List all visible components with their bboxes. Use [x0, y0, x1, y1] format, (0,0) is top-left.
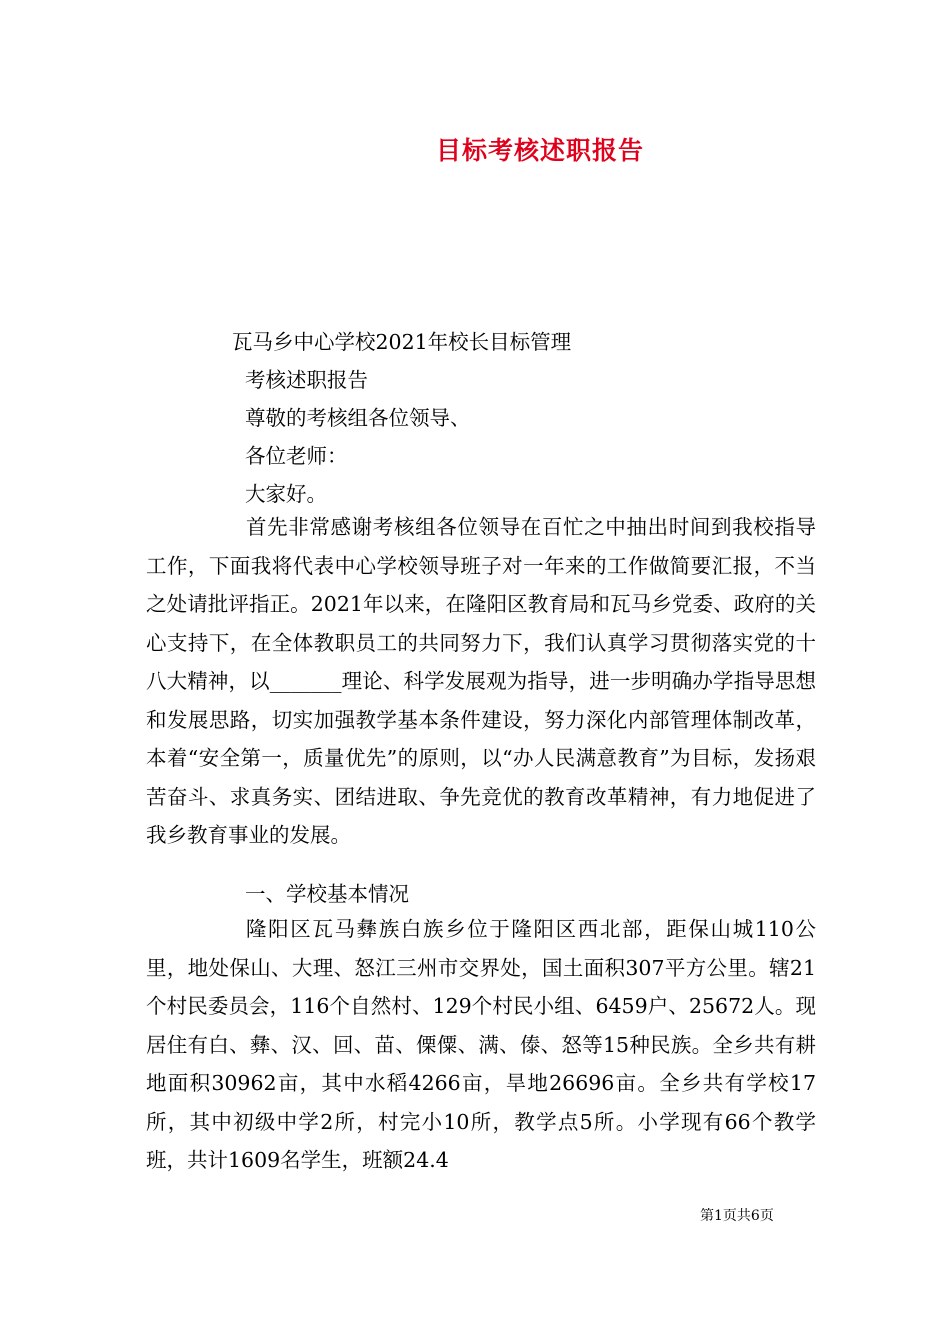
body-paragraph-intro: 首先非常感谢考核组各位领导在百忙之中抽出时间到我校指导工作，下面我将代表中心学校领导班子对一年来的工作做简要汇报，不当之处请批评指正。2021年以来，在隆阳区教育局和瓦马乡党委、政府的关心支持下，在全体教职员工的共同努力下，我们认真学习贯彻落实党的十八大精神，以_______理论、科学发展观为指导，进一步明确办学指导思想和发展思路，切实加强教学基本条件建设，努力深化内部管理体制改革，本着“安全第一，质量优先”的原则，以“办人民满意教育”为目标，发扬艰苦奋斗、求真务实、团结进取、争先竞优的教育改革精神，有力地促进了我乡教育事业的发展。	[146, 515, 816, 847]
document-title: 目标考核述职报告	[435, 136, 644, 165]
body-paragraph-basic-info: 隆阳区瓦马彝族白族乡位于隆阳区西北部，距保山城110公里，地处保山、大理、怒江三州市交界处，国土面积307平方公里。辖21个村民委员会，116个自然村、129个村民小组、6459户、25672人。现居住有白、彝、汉、回、苗、傈僳、满、傣、怒等15种民族。全乡共有耕地面积30962亩，其中水稻4266亩，旱地26696亩。全乡共有学校17所，其中初级中学2所，村完小10所，教学点5所。小学现有66个教学班，共计1609名学生，班额24.4	[146, 917, 816, 1172]
greeting: 大家好。	[245, 482, 327, 506]
salutation-teachers: 各位老师：	[245, 444, 348, 468]
section-heading-basic-info: 一、学校基本情况	[245, 882, 409, 906]
salutation-leaders: 尊敬的考核组各位领导、	[245, 406, 471, 430]
header-line-school: 瓦马乡中心学校2021年校长目标管理	[232, 330, 572, 354]
page-number: 第1页共6页	[700, 1208, 774, 1224]
header-line-report: 考核述职报告	[245, 368, 368, 392]
